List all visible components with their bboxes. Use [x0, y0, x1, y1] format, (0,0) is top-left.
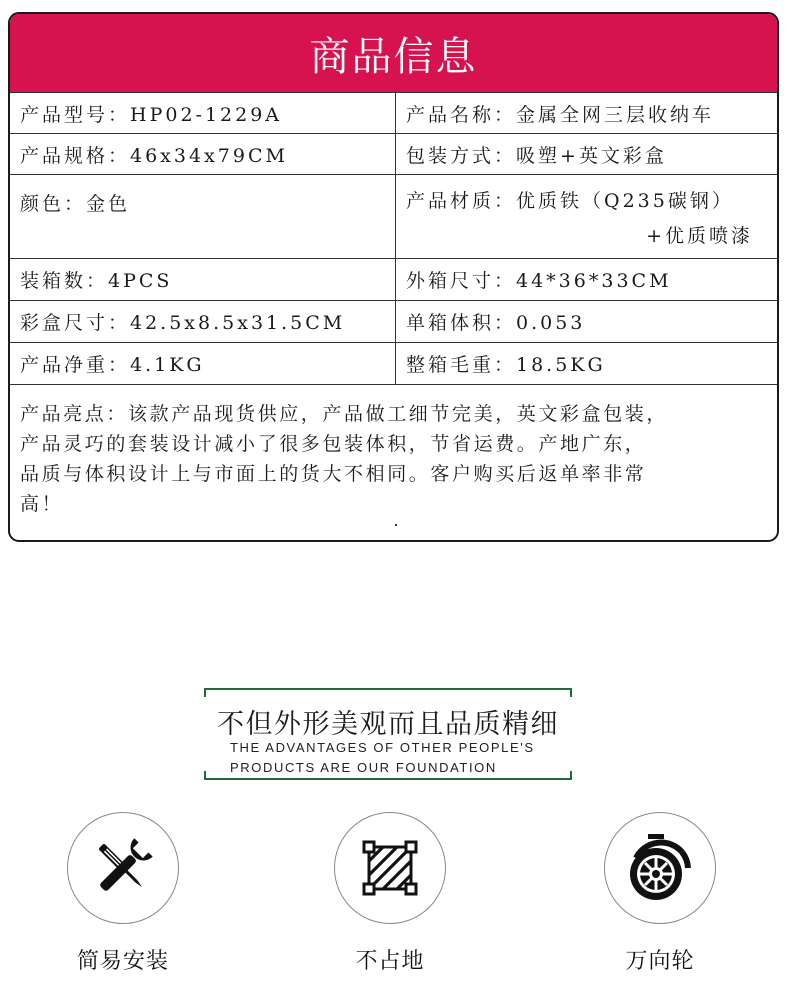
highlights-line: 产品灵巧的套装设计减小了很多包装体积，节省运费。产地广东，	[20, 433, 647, 455]
decorative-dot	[395, 524, 397, 526]
slogan-block	[204, 688, 572, 780]
spec-row	[10, 258, 777, 300]
spec-gross-weight: 整箱毛重：18.5KG	[406, 354, 606, 376]
tools-icon	[88, 833, 158, 903]
slogan-subtitle-line: THE ADVANTAGES OF OTHER PEOPLE'S	[230, 740, 535, 755]
slogan-subtitle-line: PRODUCTS ARE OUR FOUNDATION	[230, 760, 497, 775]
feature-circle	[604, 812, 716, 924]
product-highlights	[10, 384, 777, 540]
spec-material	[396, 175, 777, 258]
spec-name: 产品名称：金属全网三层收纳车	[406, 103, 715, 126]
spec-model: 产品型号：HP02-1229A	[10, 93, 396, 133]
feature-label: 万向轮	[625, 949, 695, 974]
highlights-line: 品质与体积设计上与市面上的货大不相同。客户购买后返单率非常	[20, 463, 647, 485]
feature-label: 简易安装	[76, 949, 169, 974]
slogan-bracket-top	[204, 688, 572, 697]
spec-row	[10, 300, 777, 342]
spec-row	[10, 133, 777, 174]
feature-circle	[67, 812, 179, 924]
feature-label: 不占地	[355, 949, 425, 974]
card-title: 商品信息	[10, 14, 777, 92]
compact-square-icon	[355, 833, 425, 903]
spec-carton-volume: 单箱体积：0.053	[406, 312, 586, 334]
spec-row	[10, 92, 777, 133]
spec-material-line1: 产品材质：优质铁（Q235碳钢）	[406, 189, 734, 212]
highlights-line: 高！	[20, 493, 64, 515]
spec-row	[10, 342, 777, 384]
caster-wheel-icon	[620, 828, 700, 908]
spec-packing: 包装方式：吸塑+英文彩盒	[406, 144, 667, 167]
feature-circle	[334, 812, 446, 924]
spec-row	[10, 174, 777, 258]
product-info-card	[8, 12, 779, 542]
spec-net-weight: 产品净重：4.1KG	[10, 343, 396, 384]
slogan-title: 不但外形美观而且品质精细	[217, 709, 559, 740]
spec-carton-size: 外箱尺寸：44*36*33CM	[406, 270, 672, 292]
spec-material-line2: +优质喷漆	[646, 224, 753, 247]
slogan-bracket-bottom	[204, 771, 572, 780]
feature-easy-install	[63, 812, 183, 975]
spec-box-size: 彩盒尺寸：42.5x8.5x31.5CM	[10, 301, 396, 342]
spec-color: 颜色：金色	[10, 175, 396, 258]
highlights-line: 产品亮点：该款产品现货供应，产品做工细节完美，英文彩盒包装，	[20, 403, 669, 425]
spec-carton-qty: 装箱数：4PCS	[10, 259, 396, 300]
feature-caster-wheels	[600, 812, 720, 975]
spec-size: 产品规格：46x34x79CM	[10, 134, 396, 174]
feature-space-saving	[330, 812, 450, 975]
